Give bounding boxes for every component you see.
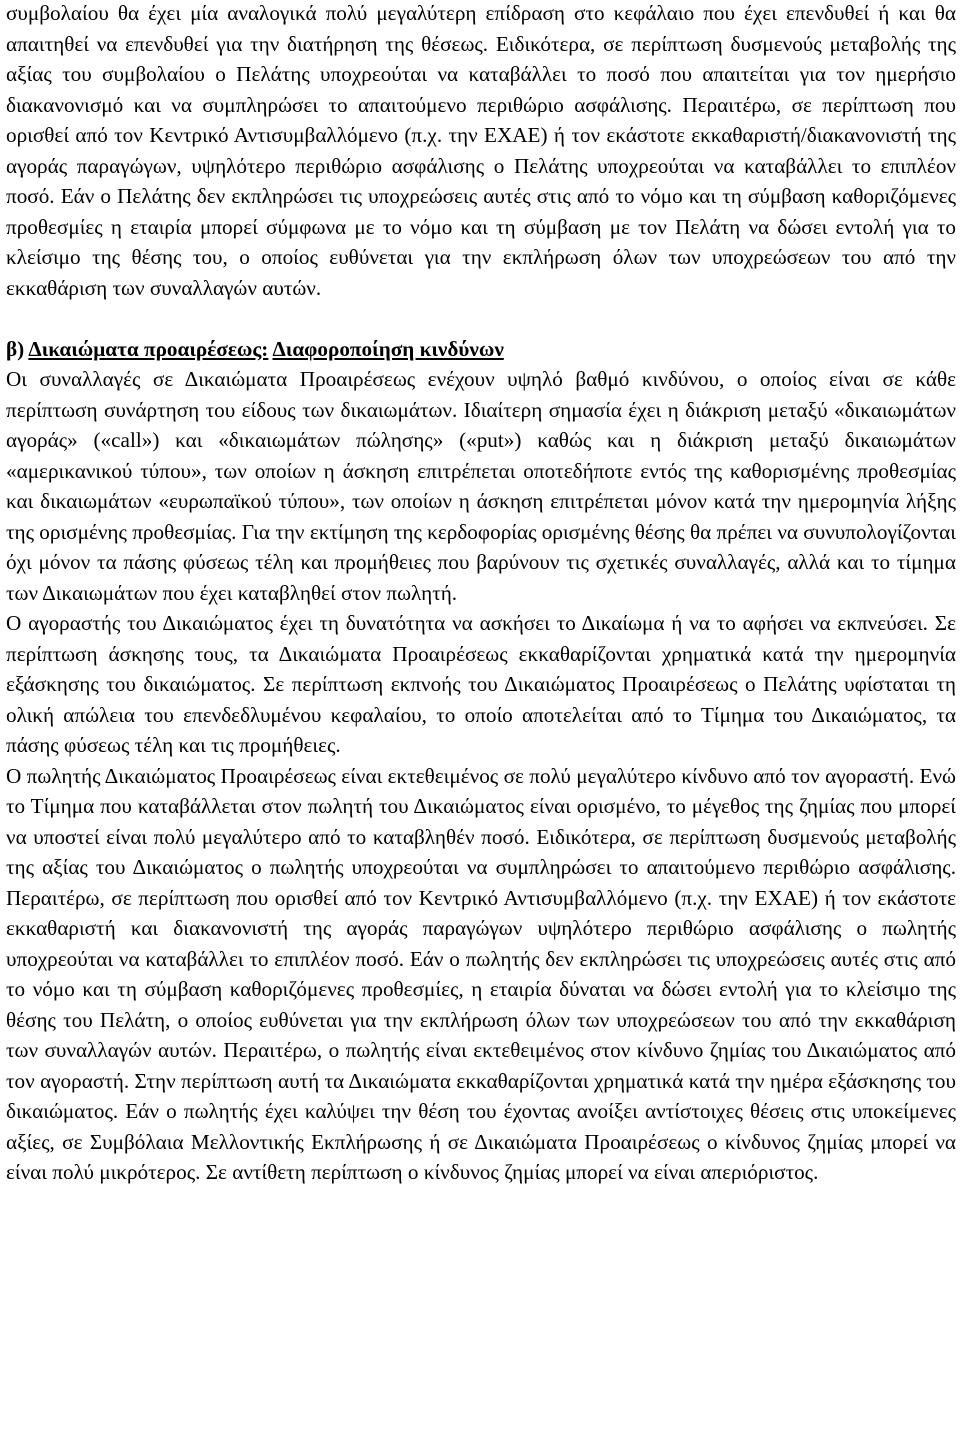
section-heading bbox=[6, 334, 956, 365]
section-heading-right: Διαφοροποίηση κινδύνων bbox=[272, 336, 504, 361]
continued-paragraph: συμβολαίου θα έχει μία αναλογικά πολύ μεγαλύτερη επίδραση στο κεφάλαιο που έχει επενδυθεί ή και θα απαιτηθεί να επενδυθεί για την διατήρηση της θέσεως. Ειδικότερα, σε περίπτωση δυσμενούς μεταβολής της αξίας του συμβολαίου ο Πελάτης υποχρεούται να καταβάλλει το ποσό που απαιτείται για τον ημερήσιο διακανονισμό και να συμπληρώσει το απαιτούμενο περιθώριο ασφάλισης. Περαιτέρω, σε περίπτωση που ορισθεί από τον Κεντρικό Αντισυμβαλλόμενο (π.χ. την ΕΧΑΕ) ή τον εκάστοτε εκκαθαριστή/διακανονιστή της αγοράς παραγώγων, υψηλότερο περιθώριο ασφάλισης ο Πελάτης υποχρεούται να καταβάλλει το επιπλέον ποσό. Εάν ο Πελάτης δεν εκπληρώσει τις υποχρεώσεις αυτές στις από το νόμο και τη σύμβαση καθοριζόμενες προθεσμίες η εταιρία μπορεί σύμφωνα με το νόμο και τη σύμβαση με τον Πελάτη να δώσει εντολή για το κλείσιμο της θέσης του, ο οποίος ευθύνεται για την εκπλήρωση όλων των υποχρεώσεων του από την εκκαθάριση των συναλλαγών αυτών. bbox=[6, 1, 956, 300]
section-heading-prefix: β) bbox=[6, 336, 29, 361]
paragraph-spacer bbox=[6, 303, 956, 334]
section-heading-left: Δικαιώματα προαιρέσεως: bbox=[28, 336, 269, 361]
paragraph-buyer: Ο αγοραστής του Δικαιώματος έχει τη δυνατότητα να ασκήσει το Δικαίωμα ή να το αφήσει να εκπνεύσει. Σε περίπτωση άσκησης τους, τα Δικαιώματα Προαιρέσεως εκκαθαρίζονται χρηματικά κατά την ημερομηνία εξάσκησης του δικαιώματος. Σε περίπτωση εκπνοής του Δικαιώματος Προαιρέσεως ο Πελάτης υφίσταται τη ολική απώλεια του επενδεδλυμένου κεφαλαίου, το οποίο αποτελείται από το Τίμημα του Δικαιώματος, τα πάσης φύσεως τέλη και τις προμήθειες. bbox=[6, 611, 956, 757]
paragraph-seller: Ο πωλητής Δικαιώματος Προαιρέσεως είναι εκτεθειμένος σε πολύ μεγαλύτερο κίνδυνο από τον αγοραστή. Ενώ το Τίμημα που καταβάλλεται στον πωλητή του Δικαιώματος είναι ορισμένο, το μέγεθος της ζημίας που μπορεί να υποστεί είναι πολύ μεγαλύτερο από το καταβληθέν ποσό. Ειδικότερα, σε περίπτωση δυσμενούς μεταβολής της αξίας του Δικαιώματος ο πωλητής υποχρεούται να συμπληρώσει το απαιτούμενο περιθώριο ασφάλισης. Περαιτέρω, σε περίπτωση που ορισθεί από τον Κεντρικό Αντισυμβαλλόμενο (π.χ. την ΕΧΑΕ) ή τον εκάστοτε εκκαθαριστή και διακανονιστή της αγοράς παραγώγων υψηλότερο περιθώριο ασφάλισης ο πωλητής υποχρεούται να καταβάλλει το επιπλέον ποσό. Εάν ο πωλητής δεν εκπληρώσει τις υποχρεώσεις αυτές στις από το νόμο και τη σύμβαση καθοριζόμενες προθεσμίες, η εταιρία δύναται να δώσει εντολή για το κλείσιμο της θέσης του Πελάτη, ο οποίος ευθύνεται για την εκπλήρωση όλων των υποχρεώσεων του από την εκκαθάριση των συναλλαγών αυτών. Περαιτέρω, ο πωλητής είναι εκτεθειμένος στον κίνδυνο ζημίας του Δικαιώματος από τον αγοραστή. Στην περίπτωση αυτή τα Δικαιώματα εκκαθαρίζονται χρηματικά κατά την ημέρα εξάσκησης του δικαιώματος. Εάν ο πωλητής έχει καλύψει την θέση του έχοντας ανοίξει αντίστοιχες θέσεις στις υποκείμενες αξίες, σε Συμβόλαια Μελλοντικής Εκπλήρωσης ή σε Δικαιώματα Προαιρέσεως ο κίνδυνος ζημίας μπορεί να είναι πολύ μικρότερος. Σε αντίθετη περίπτωση ο κίνδυνος ζημίας μπορεί να είναι απεριόριστος. bbox=[6, 763, 956, 1184]
document-page bbox=[6, 0, 956, 1188]
paragraph-options-risk: Οι συναλλαγές σε Δικαιώματα Προαιρέσεως ενέχουν υψηλό βαθμό κινδύνου, ο οποίος είναι σε κάθε περίπτωση συνάρτηση του είδους των δικαιωμάτων. Ιδιαίτερη σημασία έχει η διάκριση μεταξύ «δικαιωμάτων αγοράς» («call») και «δικαιωμάτων πώλησης» («put») καθώς και η διάκριση μεταξύ δικαιωμάτων «αμερικανικού τύπου», των οποίων η άσκηση επιτρέπεται οποτεδήποτε εντός της καθορισμένης προθεσμίας και δικαιωμάτων «ευρωπαϊκού τύπου», των οποίων η άσκηση επιτρέπεται μόνον κατά την ημερομηνία λήξης της ορισμένης προθεσμίας. Για την εκτίμηση της κερδοφορίας ορισμένης θέσης θα πρέπει να συνυπολογίζονται όχι μόνον τα πάσης φύσεως τέλη και προμήθειες που βαρύνουν τις σχετικές συναλλαγές, αλλά και το τίμημα των Δικαιωμάτων που έχει καταβληθεί στον πωλητή. bbox=[6, 367, 956, 605]
